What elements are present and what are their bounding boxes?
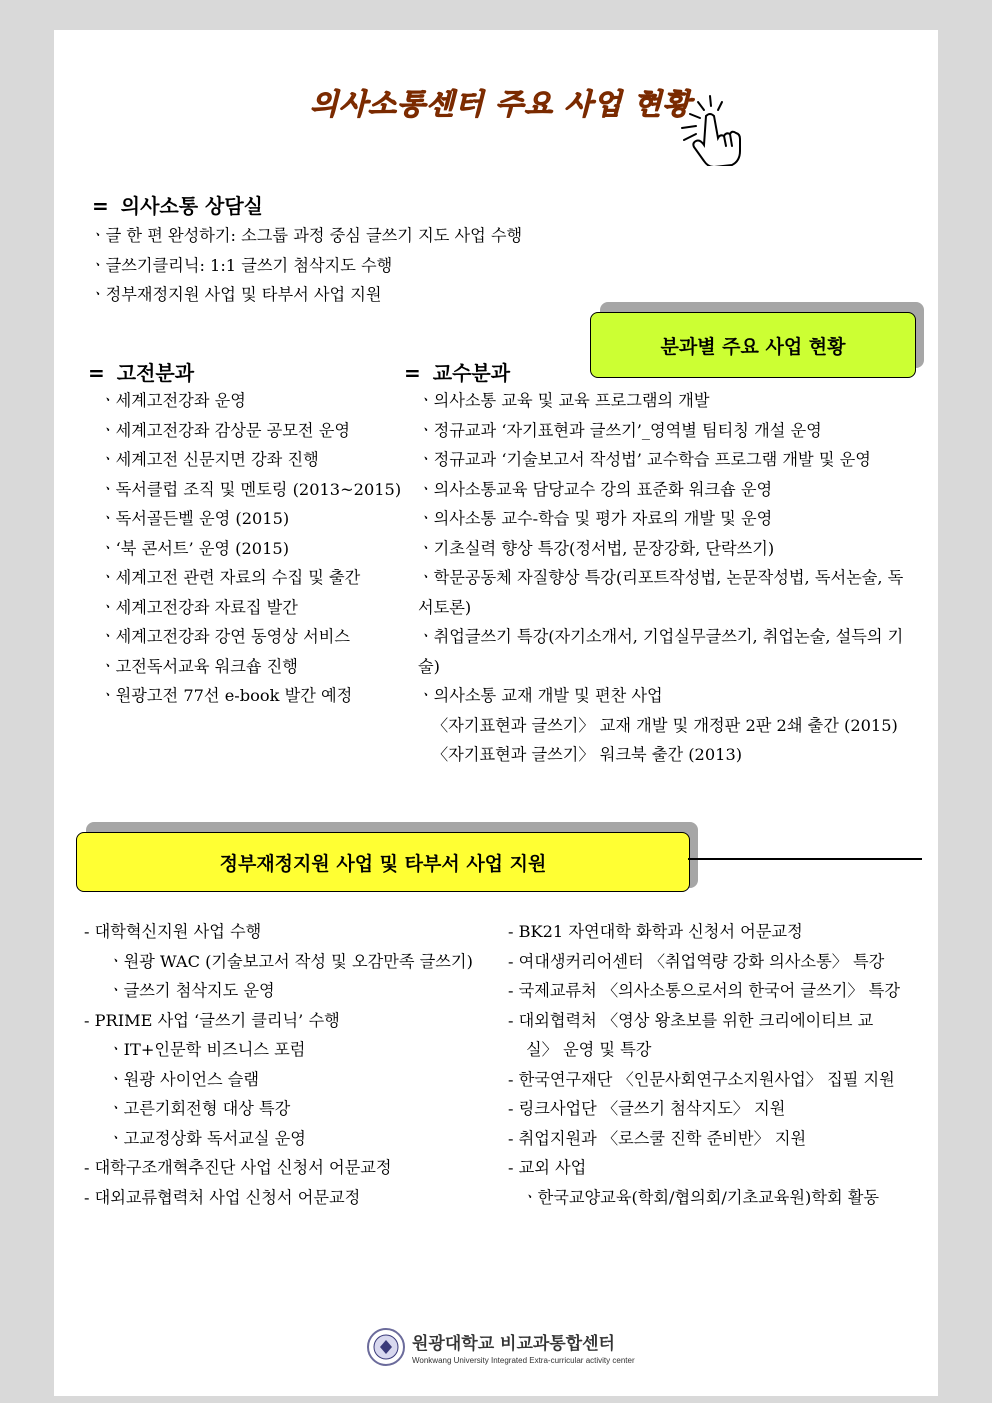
- list-item: ㆍ의사소통 교재 개발 및 편찬 사업: [418, 686, 663, 705]
- list-item: ㆍ고른기회전형 대상 특강: [108, 1099, 291, 1118]
- list-item: 〈자기표현과 글쓰기〉 교재 개발 및 개정판 2판 2쇄 출간 (2015): [432, 715, 898, 735]
- list-item: - 여대생커리어센터 〈취업역량 강화 의사소통〉 특강: [508, 951, 885, 971]
- list-item: ㆍ독서클럽 조직 및 멘토링 (2013~2015): [100, 479, 402, 499]
- list-item: ㆍ의사소통 교수-학습 및 평가 자료의 개발 및 운영: [418, 509, 773, 528]
- list-item: ㆍ취업글쓰기 특강(자기소개서, 기업실무글쓰기, 취업논술, 설득의 기술): [418, 627, 904, 676]
- list-item: ㆍ글 한 편 완성하기: 소그룹 과정 중심 글쓰기 지도 사업 수행: [90, 226, 523, 245]
- teaching-list: [418, 386, 918, 770]
- list-item: ㆍ글쓰기 첨삭지도 운영: [108, 981, 275, 1000]
- gov-right-list: [508, 917, 900, 1212]
- list-item: ㆍ기초실력 향상 특강(정서법, 문장강화, 단락쓰기): [418, 538, 775, 558]
- list-item: ㆍ세계고전 신문지면 강좌 진행: [100, 450, 319, 469]
- list-item: ㆍ‘북 콘서트’ 운영 (2015): [100, 538, 290, 558]
- list-item: ㆍ고교정상화 독서교실 운영: [108, 1128, 306, 1148]
- list-item: ㆍ글쓰기클리닉: 1:1 글쓰기 첨삭지도 수행: [90, 255, 393, 275]
- list-item: ㆍ독서골든벨 운영 (2015): [100, 509, 290, 528]
- list-item: 실〉 운영 및 특강: [526, 1040, 652, 1059]
- division-banner: 분과별 주요 사업 현황: [590, 312, 916, 378]
- list-item: ㆍ정부재정지원 사업 및 타부서 사업 지원: [90, 285, 382, 304]
- teaching-heading: = 교수분과: [404, 361, 511, 385]
- list-item: ㆍ세계고전강좌 강연 동영상 서비스: [100, 627, 350, 646]
- footer-subtitle: Wonkwang University Integrated Extra-curricular activity center: [412, 1356, 635, 1365]
- list-item: ㆍ한국교양교육(학회/협의회/기초교육원)학회 활동: [522, 1187, 880, 1207]
- list-item: ㆍ원광 사이언스 슬램: [108, 1069, 260, 1089]
- counsel-heading: = 의사소통 상담실: [92, 194, 263, 218]
- list-item: - PRIME 사업 ‘글쓰기 클리닉’ 수행: [84, 1010, 340, 1030]
- list-item: ㆍIT+인문학 비즈니스 포럼: [108, 1040, 306, 1059]
- list-item: 〈자기표현과 글쓰기〉 워크북 출간 (2013): [432, 745, 743, 764]
- list-item: ㆍ의사소통 교육 및 교육 프로그램의 개발: [418, 391, 710, 410]
- gov-banner: 정부재정지원 사업 및 타부서 사업 지원: [76, 832, 690, 892]
- list-item: ㆍ세계고전 관련 자료의 수집 및 출간: [100, 568, 361, 587]
- footer-name: 원광대학교 비교과통합센터: [412, 1334, 615, 1354]
- university-seal-icon: [366, 1327, 406, 1367]
- list-item: ㆍ세계고전강좌 운영: [100, 391, 246, 410]
- gov-left-list: [84, 917, 473, 1212]
- list-item: ㆍ의사소통교육 담당교수 강의 표준화 워크숍 운영: [418, 479, 773, 499]
- list-item: ㆍ원광 WAC (기술보고서 작성 및 오감만족 글쓰기): [108, 951, 473, 971]
- list-item: ㆍ학문공동체 자질향상 특강(리포트작성법, 논문작성법, 독서논술, 독서토론): [418, 568, 904, 617]
- footer: [366, 1327, 635, 1367]
- page-title: 의사소통센터 주요 사업 현황: [310, 87, 692, 121]
- list-item: ㆍ세계고전강좌 자료집 발간: [100, 597, 298, 617]
- list-item: - 대학혁신지원 사업 수행: [84, 922, 262, 941]
- list-item: - BK21 자연대학 화학과 신청서 어문교정: [508, 922, 803, 941]
- list-item: - 한국연구재단 〈인문사회연구소지원사업〉 집필 지원: [508, 1069, 895, 1089]
- list-item: - 대외협력처 〈영상 왕초보를 위한 크리에이티브 교: [508, 1010, 874, 1030]
- classics-list: [100, 386, 401, 711]
- list-item: - 대외교류협력처 사업 신청서 어문교정: [84, 1187, 361, 1207]
- pointing-hand-icon: [676, 94, 754, 166]
- list-item: - 국제교류처 〈의사소통으로서의 한국어 글쓰기〉 특강: [508, 981, 900, 1000]
- list-item: - 교외 사업: [508, 1158, 587, 1177]
- list-item: ㆍ정규교과 ‘기술보고서 작성법’ 교수학습 프로그램 개발 및 운영: [418, 450, 871, 469]
- list-item: ㆍ세계고전강좌 감상문 공모전 운영: [100, 420, 350, 440]
- list-item: ㆍ원광고전 77선 e-book 발간 예정: [100, 686, 353, 705]
- divider: [688, 858, 922, 860]
- list-item: - 링크사업단 〈글쓰기 첨삭지도〉 지원: [508, 1099, 786, 1118]
- list-item: ㆍ고전독서교육 워크숍 진행: [100, 656, 298, 676]
- list-item: ㆍ정규교과 ‘자기표현과 글쓰기’_영역별 팀티칭 개설 운영: [418, 420, 822, 440]
- classics-heading: = 고전분과: [88, 361, 195, 385]
- list-item: - 대학구조개혁추진단 사업 신청서 어문교정: [84, 1158, 392, 1177]
- list-item: - 취업지원과 〈로스쿨 진학 준비반〉 지원: [508, 1128, 807, 1148]
- counsel-list: [90, 221, 522, 310]
